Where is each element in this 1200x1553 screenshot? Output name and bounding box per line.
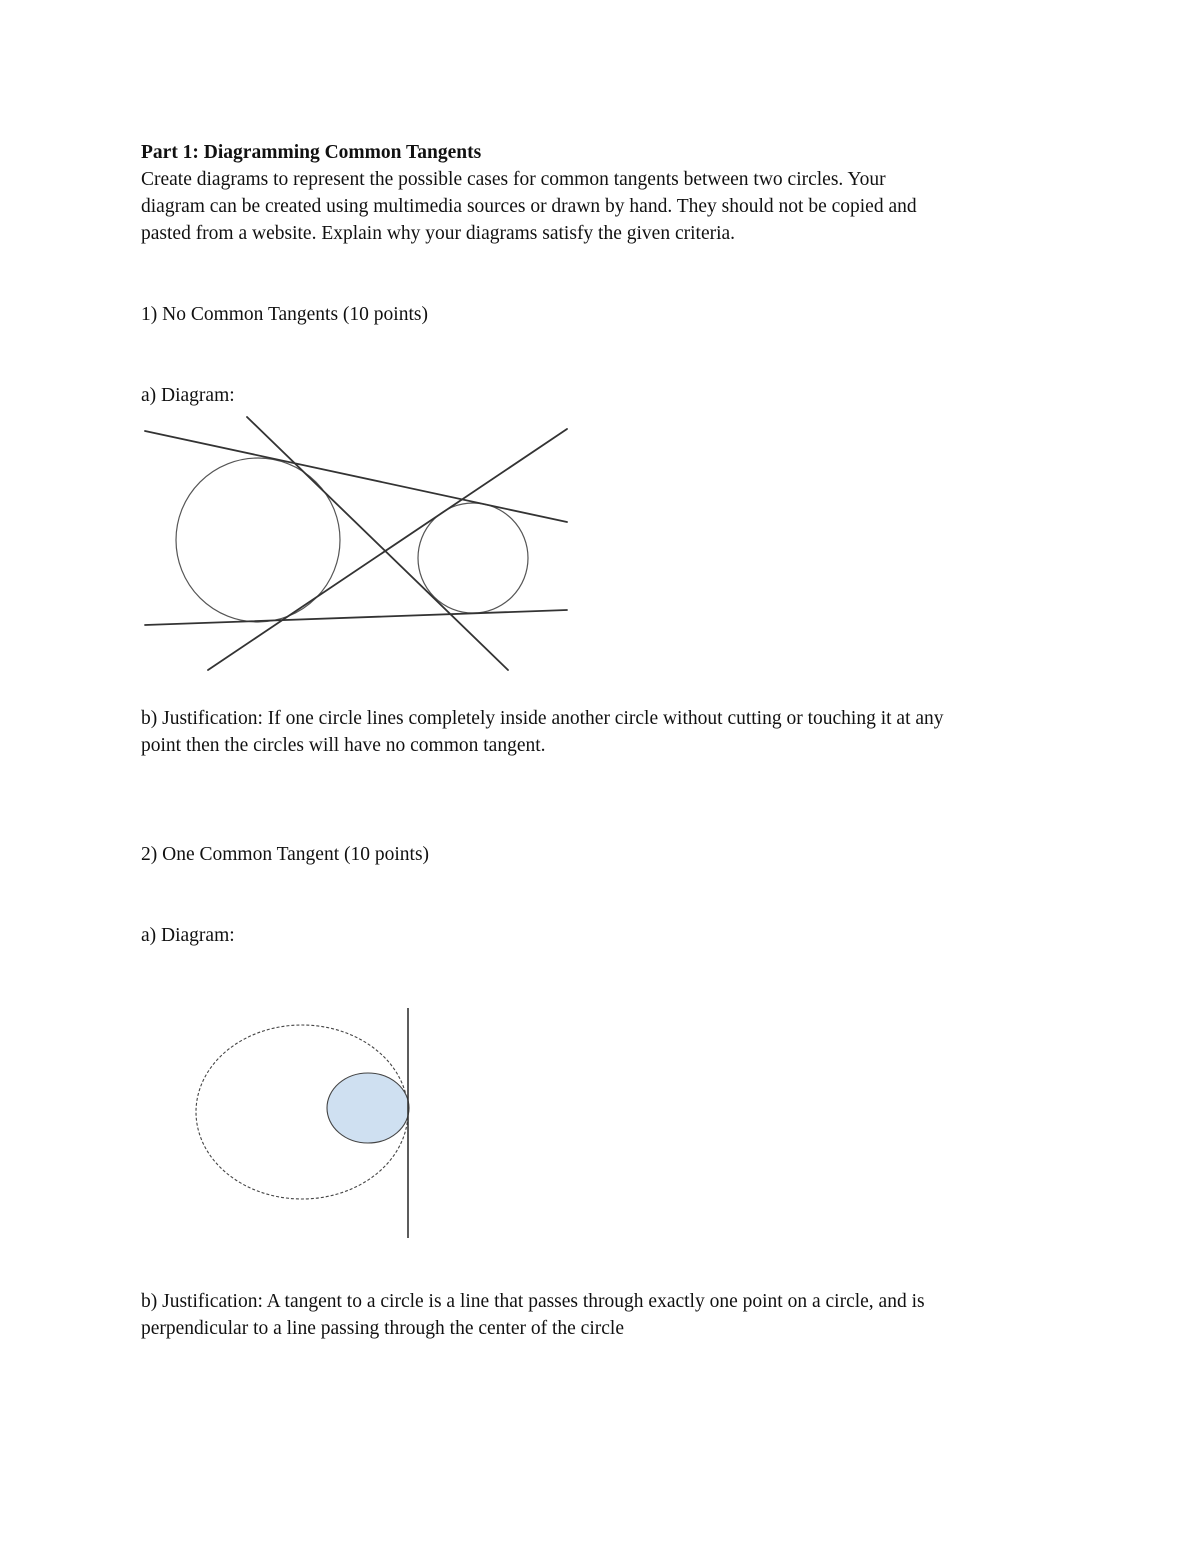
section1-diagram-label: a) Diagram:	[141, 385, 235, 406]
intro-line-1: Create diagrams to represent the possible cases for common tangents between two circles. Your	[141, 169, 886, 190]
section2-justification-line-2: perpendicular to a line passing through the center of the circle	[141, 1318, 624, 1339]
section2-diagram-label: a) Diagram:	[141, 925, 235, 946]
section1-justification-line-1: b) Justification: If one circle lines completely inside another circle without cutting or touching it at any	[141, 708, 944, 729]
section1-title: 1) No Common Tangents (10 points)	[141, 304, 428, 325]
internal-tangent-up	[208, 429, 567, 670]
common-tangents-diagram	[135, 408, 575, 678]
intro-line-3: pasted from a website. Explain why your diagrams satisfy the given criteria.	[141, 223, 736, 244]
external-tangent-bottom	[145, 610, 567, 625]
section1-justification-line-2: point then the circles will have no common tangent.	[141, 735, 546, 756]
section-heading: Part 1: Diagramming Common Tangents	[141, 142, 482, 163]
one-tangent-diagram	[190, 1002, 430, 1247]
external-tangent-top	[145, 431, 567, 522]
internal-tangent-down	[247, 417, 508, 670]
section2-justification-line-1: b) Justification: A tangent to a circle is a line that passes through exactly one point on a circle, and is	[141, 1291, 925, 1312]
intro-line-2: diagram can be created using multimedia sources or drawn by hand. They should not be copied and	[141, 196, 917, 217]
small-circle	[418, 503, 528, 613]
section2-title: 2) One Common Tangent (10 points)	[141, 844, 430, 865]
inner-circle	[327, 1073, 409, 1143]
